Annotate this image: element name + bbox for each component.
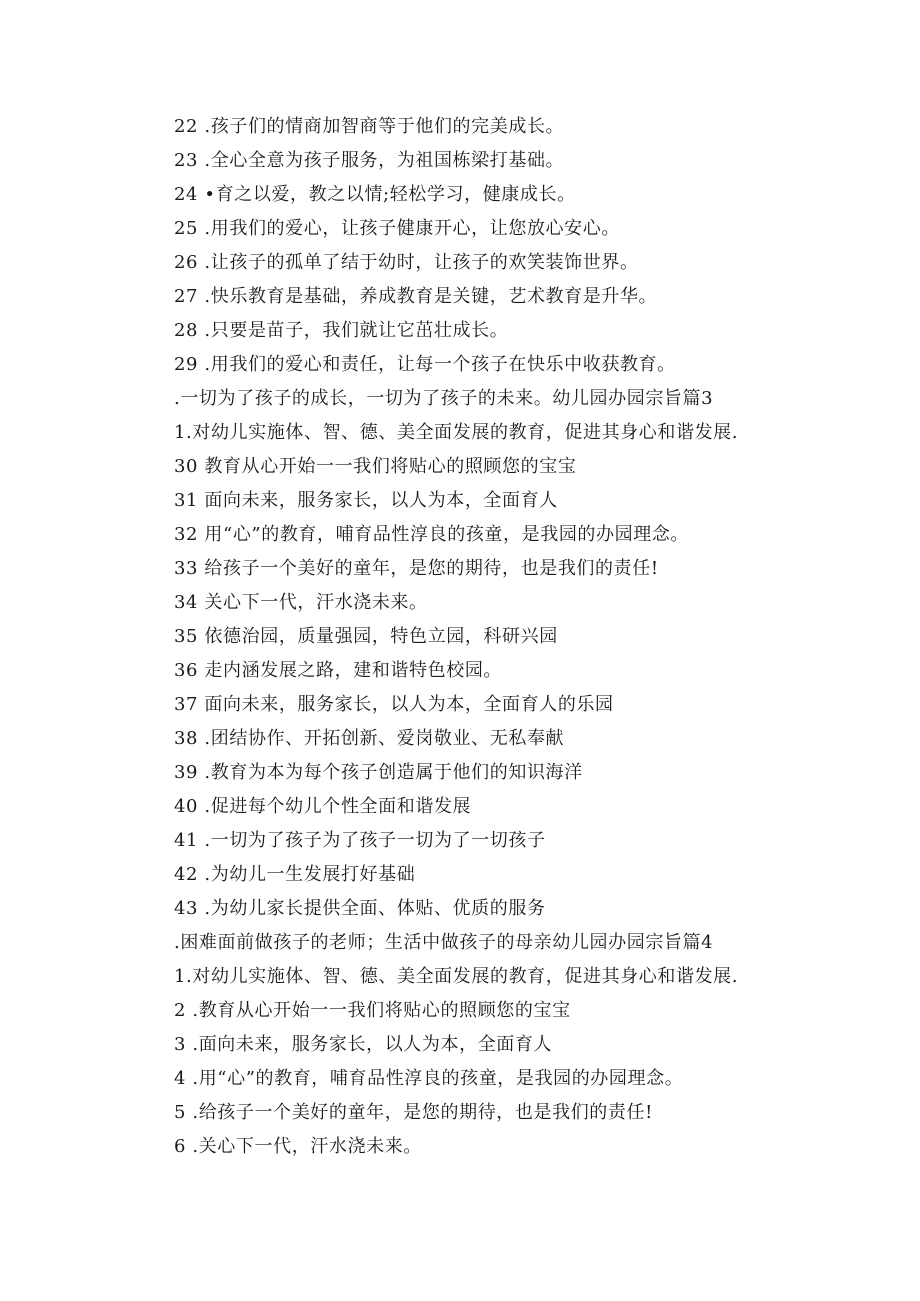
text-line: 26 .让孩子的孤单了结于幼时，让孩子的欢笑装饰世界。	[174, 252, 639, 273]
text-line: 25 .用我们的爱心，让孩子健康开心，让您放心安心。	[174, 218, 620, 239]
text-line: 27 .快乐教育是基础，养成教育是关键，艺术教育是升华。	[174, 286, 658, 307]
text-line: 42 .为幼儿一生发展打好基础	[174, 864, 416, 885]
text-line: 1.对幼儿实施体、智、德、美全面发展的教育，促进其身心和谐发展.	[174, 966, 739, 987]
text-line: 30 教育从心开始一一我们将贴心的照顾您的宝宝	[174, 456, 577, 477]
text-line: 29 .用我们的爱心和责任，让每一个孩子在快乐中收获教育。	[174, 354, 676, 375]
text-line: 41 .一切为了孩子为了孩子一切为了一切孩子	[174, 830, 546, 851]
section-heading: .困难面前做孩子的老师；生活中做孩子的母亲幼儿园办园宗旨篇4	[174, 932, 714, 953]
text-line: 2 .教育从心开始一一我们将贴心的照顾您的宝宝	[174, 1000, 571, 1021]
text-line: 31 面向未来，服务家长，以人为本，全面育人	[174, 490, 558, 511]
text-line: 6 .关心下一代，汗水浇未来。	[174, 1136, 422, 1157]
text-line: 3 .面向未来，服务家长，以人为本，全面育人	[174, 1034, 553, 1055]
text-line: 32 用“心”的教育，哺育品性淳良的孩童，是我园的办园理念。	[174, 524, 690, 545]
text-line: 33 给孩子一个美好的童年，是您的期待，也是我们的责任!	[174, 558, 659, 579]
text-line: 4 .用“心”的教育，哺育品性淳良的孩童，是我园的办园理念。	[174, 1068, 684, 1089]
text-line: 43 .为幼儿家长提供全面、体贴、优质的服务	[174, 898, 546, 919]
text-line: 39 .教育为本为每个孩子创造属于他们的知识海洋	[174, 762, 583, 783]
text-line: 36 走内涵发展之路，建和谐特色校园。	[174, 660, 503, 681]
text-line: 37 面向未来，服务家长，以人为本，全面育人的乐园	[174, 694, 614, 715]
text-line: 23 .全心全意为孩子服务，为祖国栋梁打基础。	[174, 150, 565, 171]
text-line: 24 •育之以爱，教之以情;轻松学习，健康成长。	[174, 184, 576, 205]
text-line: 5 .给孩子一个美好的童年，是您的期待，也是我们的责任!	[174, 1102, 653, 1123]
text-line: 35 依德治园，质量强园，特色立园，科研兴园	[174, 626, 558, 647]
text-body	[174, 114, 834, 1168]
section-heading: .一切为了孩子的成长，一切为了孩子的未来。幼儿园办园宗旨篇3	[174, 388, 714, 409]
text-line: 38 .团结协作、开拓创新、爱岗敬业、无私奉献	[174, 728, 565, 749]
text-line: 22 .孩子们的情商加智商等于他们的完美成长。	[174, 116, 565, 137]
text-line: 28 .只要是苗子，我们就让它茁壮成长。	[174, 320, 509, 341]
text-line: 1.对幼儿实施体、智、德、美全面发展的教育，促进其身心和谐发展.	[174, 422, 739, 443]
text-line: 40 .促进每个幼儿个性全面和谐发展	[174, 796, 472, 817]
text-line: 34 关心下一代，汗水浇未来。	[174, 592, 428, 613]
